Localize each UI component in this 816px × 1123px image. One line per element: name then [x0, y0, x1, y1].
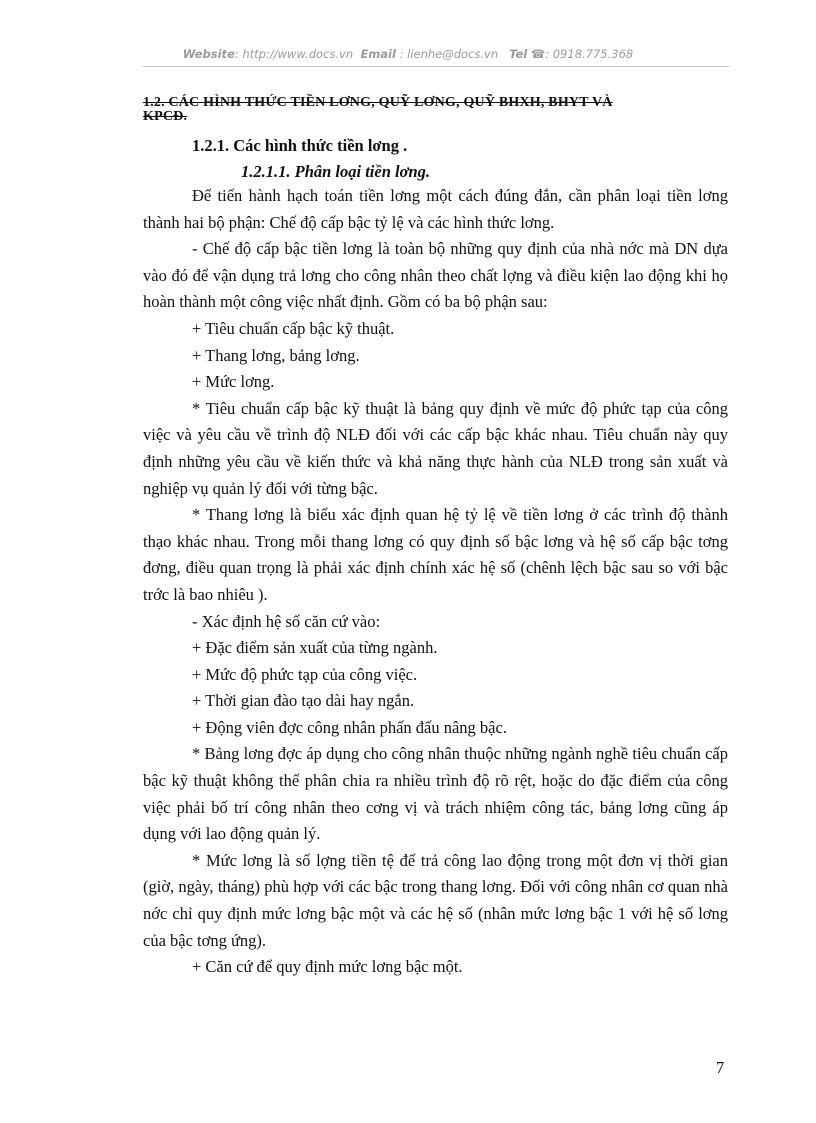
paragraph: * Bảng lơng đợc áp dụng cho công nhân thuộc những ngành nghề tiêu chuẩn cấp bậc kỹ thuật không thể phân chia ra nhiều trình độ rõ rệt, hoặc do đặc điểm của công việc phải bố trí công nhân theo cơng vị và trách nhiệm công tác, bảng lơng cũng áp dụng với lao động quản lý.: [143, 744, 728, 844]
paragraph: * Mức lơng là số lợng tiền tệ để trả công lao động trong một đơn vị thời gian (giờ, ngày, tháng) phù hợp với các bậc trong thang lơng. Đối với công nhân cơ quan nhà nớc chỉ quy định mức lơng bậc một và các hệ số (nhân mức lơng bậc 1 với hệ số lơng của bậc tơng ứng).: [143, 850, 728, 950]
section-heading: [143, 96, 728, 124]
list-item: - Xác định hệ số căn cứ vào:: [192, 611, 381, 631]
list-item: + Thời gian đào tạo dài hay ngắn.: [192, 691, 415, 711]
list-item: + Đặc điểm sản xuất của từng ngành.: [192, 638, 438, 658]
subsection-heading: 1.2.1. Các hình thức tiền lơng .: [192, 136, 408, 155]
list-item: + Thang lơng, bảng lơng.: [192, 345, 360, 365]
page-number: 7: [716, 1058, 725, 1077]
paragraph: Để tiến hành hạch toán tiền lơng một cách đúng đắn, cần phân loại tiền lơng thành hai bộ phận: Chế độ cấp bậc tỷ lệ và các hình thức lơng.: [143, 186, 728, 232]
email-value: : lienhe@docs.vn: [399, 47, 499, 61]
email-label: Email: [360, 47, 396, 61]
website-label: Website: [182, 47, 235, 61]
list-item: + Căn cứ để quy định mức lơng bậc một.: [192, 957, 463, 977]
paragraph: * Thang lơng là biểu xác định quan hệ tỷ lệ về tiền lơng ở các trình độ thành thạo khác nhau. Trong mỗi thang lơng có quy định số bậc lơng và hệ số cấp bậc tơng đơng, điều quan trọng là phải xác định chính xác hệ số (chênh lệch bậc sau so với bậc trớc là bao nhiêu ).: [143, 505, 728, 604]
list-item: + Tiêu chuẩn cấp bậc kỹ thuật.: [192, 318, 395, 338]
page-header: [0, 47, 816, 61]
tel-label: Tel: [509, 47, 528, 61]
subsubsection-heading: 1.2.1.1. Phân loại tiền lơng.: [241, 162, 431, 181]
paragraph: * Tiêu chuẩn cấp bậc kỹ thuật là bảng quy định về mức độ phức tạp của công việc và yêu cầu về trình độ NLĐ đối với các cấp bậc khác nhau. Tiêu chuẩn này quy định những yêu cầu về kiến thức và khả năng thực hành của NLĐ trong sản xuất và nghiệp vụ quản lý đối với từng bậc.: [143, 398, 728, 498]
section-heading-line-1: 1.2. CÁC HÌNH THỨC TIỀN LƠNG, QUỸ LƠNG, QUỸ BHXH, BHYT VÀ: [143, 95, 613, 110]
list-item: + Mức lơng.: [192, 372, 275, 392]
page-content: [143, 96, 728, 981]
tel-value: ☎: 0918.775.368: [530, 47, 634, 61]
paragraph: - Chế độ cấp bậc tiền lơng là toàn bộ những quy định của nhà nớc mà DN dựa vào đó để vận dụng trả lơng cho công nhân theo chất lợng và điều kiện lao động khi họ hoàn thành một công việc nhất định. Gồm có ba bộ phận sau:: [143, 239, 728, 312]
section-heading-line-2: KPCĐ.: [143, 109, 188, 124]
website-value: : http://www.docs.vn: [234, 47, 354, 61]
header-divider: [143, 66, 729, 67]
list-item: + Mức độ phức tạp của công việc.: [192, 664, 418, 684]
list-item: + Động viên đợc công nhân phấn đấu nâng bậc.: [192, 717, 507, 737]
